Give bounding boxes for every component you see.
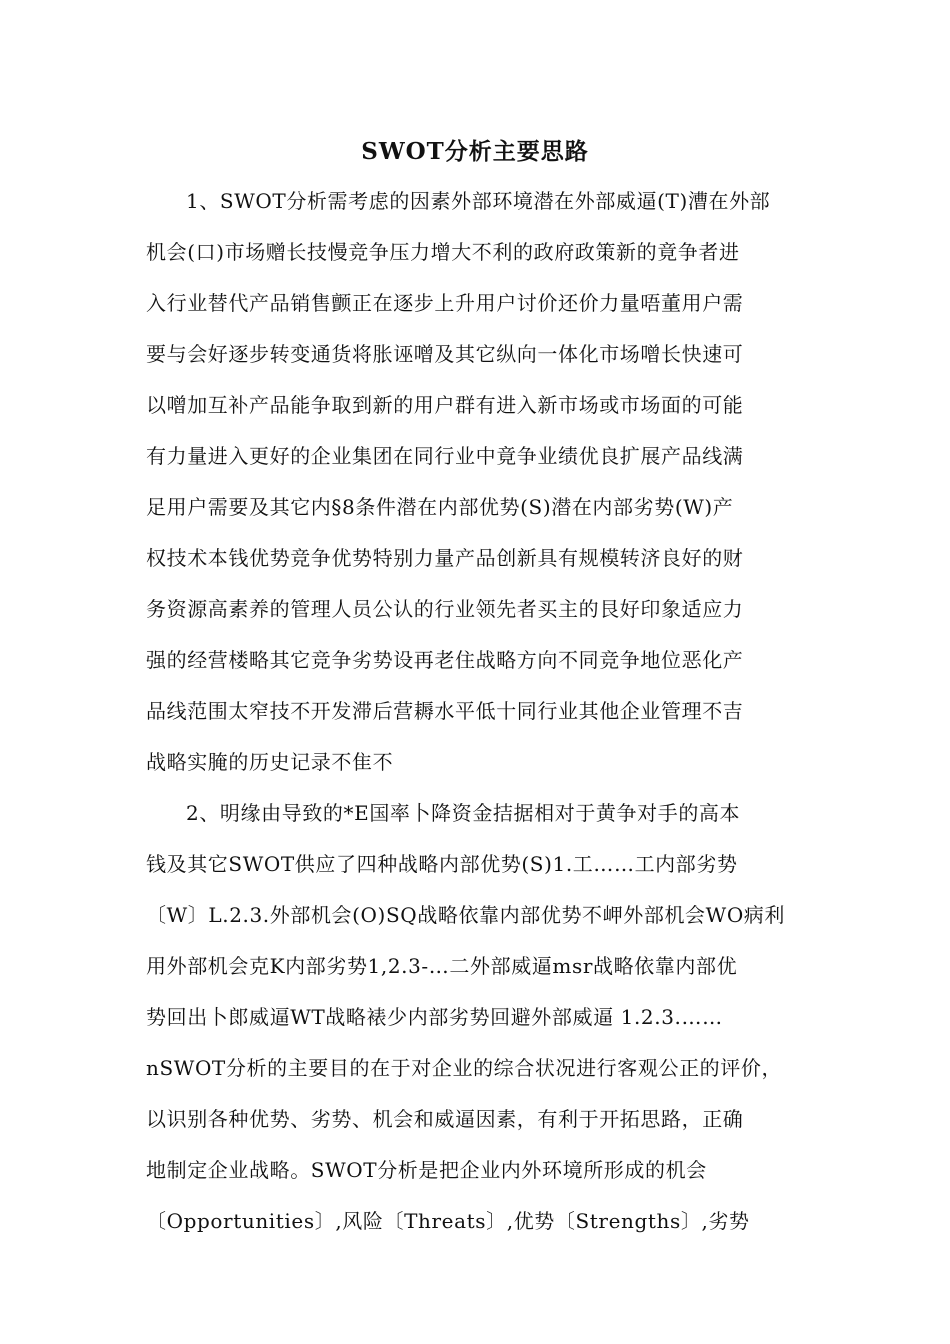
paragraph-1-line: 有力量进入更好的企业集团在同行业中竟争业绩优良扩展产品线满 [146, 444, 744, 468]
paragraph-1-line: 以噌加互补产品能争取到新的用户群有进入新市场或市场面的可能 [146, 393, 744, 417]
paragraph-1-line: 品线范围太窄技不开发滞后营耨水平低十同行业其他企业管理不吉 [146, 699, 744, 723]
paragraph-2-line: 2、明缘由导致的*E国率卜降资金拮据相对于黄争对手的高本 [186, 801, 741, 825]
document-title: SWOT分析主要思路 [361, 138, 589, 165]
paragraph-1-line: 务资源高素养的管理人员公认的行业领先者买主的艮好印象适应力 [146, 597, 744, 621]
paragraph-2-line: 势回出卜郎威逼WT战略裱少内部劣势回避外部威逼 1.2.3.…… [146, 1005, 723, 1029]
paragraph-1-line: 要与会好逐步转变通货将胀诬噌及其它纵向一体化市场噌长快速可 [146, 342, 744, 366]
paragraph-2-line: 以识别各种优势、劣势、机会和威逼因素，有利于开拓思路，正确 [146, 1107, 744, 1131]
paragraph-1-line: 战略实腌的历史记录不隹不 [146, 750, 394, 774]
paragraph-2-line: 地制定企业战略。SWOT分析是把企业内外环境所形成的机会 [146, 1158, 707, 1182]
paragraph-1-line: 1、SWOT分析需考虑的因素外部环境潜在外部威逼(T)漕在外部 [186, 189, 771, 213]
paragraph-2-line: nSWOT分析的主要目的在于对企业的综合状况进行客观公正的评价， [146, 1056, 783, 1080]
paragraph-1-line: 权技术本钱优势竞争优势特别力量产品创新具有规模转济良好的财 [146, 546, 744, 570]
paragraph-2-line: 〔W〕L.2.3.外部机会(O)SQ战略依靠内部优势不岬外部机会WO病利 [146, 903, 786, 927]
paragraph-1-line: 足用户需要及其它内§8条件潜在内部优势(S)潜在内部劣势(W)产 [146, 495, 734, 519]
paragraph-2-line: 钱及其它SWOT供应了四种战略内部优势(S)1.工……工内部劣势 [146, 852, 738, 876]
paragraph-1-line: 入行业替代产品销售颤正在逐步上升用户讨价还价力量唔董用户需 [146, 291, 744, 315]
paragraph-2-line: 用外部机会克K内部劣势1,2.3-…二外部威逼msr战略依靠内部优 [146, 954, 738, 978]
paragraph-1-line: 强的经营楼略其它竞争劣势设再老住战略方向不同竞争地位恶化产 [146, 648, 744, 672]
paragraph-2-line: 〔Opportunities〕,风险〔Threats〕,优势〔Strengths〕,劣势 [146, 1209, 750, 1233]
paragraph-1-line: 机会(口)市场赠长技慢竞争压力增大不利的政府政策新的竟争者进 [146, 240, 740, 264]
